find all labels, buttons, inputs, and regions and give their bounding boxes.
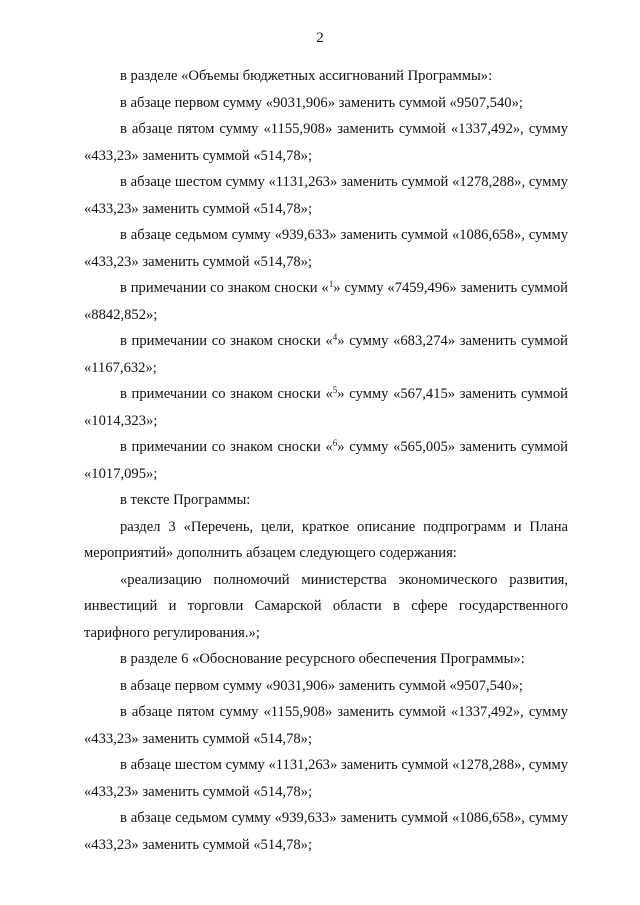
paragraph-footnote-note	[84, 275, 568, 328]
paragraph: в абзаце первом сумму «9031,906» заменить суммой «9507,540»;	[120, 677, 523, 694]
paragraph-footnote-note	[84, 381, 568, 434]
note-text-before: в примечании со знаком сноски «	[120, 333, 333, 349]
page-number: 2	[316, 30, 324, 46]
paragraph: в абзаце первом сумму «9031,906» заменить суммой «9507,540»;	[120, 94, 523, 111]
footnote-mark: 6	[332, 438, 338, 448]
footnote-mark: 4	[332, 332, 338, 342]
paragraph: в абзаце шестом сумму «1131,263» заменить суммой «1278,288», сумму «433,23» заменить суммой «514,78»;	[84, 757, 568, 800]
paragraph: в абзаце седьмом сумму «939,633» заменить суммой «1086,658», сумму «433,23» заменить суммой «514,78»;	[84, 227, 568, 270]
note-text-before: в примечании со знаком сноски «	[120, 386, 333, 402]
paragraph: в абзаце пятом сумму «1155,908» заменить суммой «1337,492», сумму «433,23» заменить суммой «514,78»;	[84, 121, 568, 164]
note-text-before: в примечании со знаком сноски «	[120, 439, 333, 455]
document-body	[84, 63, 568, 858]
paragraph-footnote-note	[84, 434, 568, 487]
note-text-after: » сумму «565,005» заменить суммой «1017,095»;	[84, 439, 568, 482]
paragraph: раздел 3 «Перечень, цели, краткое описание подпрограмм и Плана мероприятий» дополнить абзацем следующего содержания:	[84, 518, 568, 561]
paragraph-quoted-insertion: «реализацию полномочий министерства экономического развития, инвестиций и торговли Самарской области в сфере государственного тарифного регулирования.»;	[84, 571, 568, 641]
note-text-before: в примечании со знаком сноски «	[120, 280, 329, 296]
note-text-after: » сумму «567,415» заменить суммой «1014,323»;	[84, 386, 568, 429]
paragraph: в абзаце седьмом сумму «939,633» заменить суммой «1086,658», сумму «433,23» заменить суммой «514,78»;	[84, 810, 568, 853]
note-text-after: » сумму «7459,496» заменить суммой «8842,852»;	[84, 280, 568, 323]
paragraph: в абзаце шестом сумму «1131,263» заменить суммой «1278,288», сумму «433,23» заменить суммой «514,78»;	[84, 174, 568, 217]
paragraph-footnote-note	[84, 328, 568, 381]
note-text-after: » сумму «683,274» заменить суммой «1167,632»;	[84, 333, 568, 376]
paragraph: в тексте Программы:	[120, 492, 251, 508]
footnote-mark: 1	[328, 279, 334, 289]
paragraph: в разделе 6 «Обоснование ресурсного обеспечения Программы»:	[120, 651, 525, 667]
paragraph: в разделе «Объемы бюджетных ассигнований Программы»:	[120, 68, 493, 84]
footnote-mark: 5	[332, 385, 338, 395]
paragraph: в абзаце пятом сумму «1155,908» заменить суммой «1337,492», сумму «433,23» заменить суммой «514,78»;	[84, 704, 568, 747]
